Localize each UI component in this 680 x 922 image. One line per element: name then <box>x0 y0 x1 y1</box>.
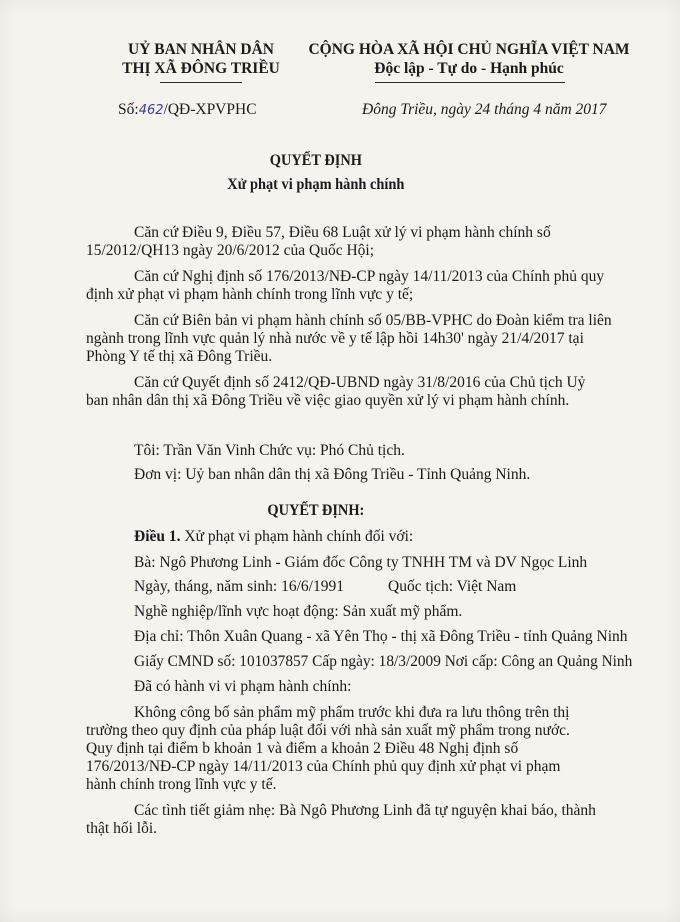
preamble-2-line-2: định xử phạt vi phạm hành chính trong lĩnh vực y tế; <box>86 286 414 303</box>
preamble-4-line-1: Căn cứ Quyết định số 2412/QĐ-UBND ngày 31/8/2016 của Chủ tịch Uỷ <box>134 374 586 391</box>
doc-number-handwritten: 462 <box>138 103 164 118</box>
motto-underline <box>375 82 565 83</box>
violation-line-3: Quy định tại điểm b khoản 1 và điểm a khoản 2 Điều 48 Nghị định số <box>86 740 519 757</box>
violation-heading: Đã có hành vi vi phạm hành chính: <box>134 678 352 695</box>
nation-motto: Độc lập - Tự do - Hạnh phúc <box>374 60 564 77</box>
preamble-2-line-1: Căn cứ Nghị định số 176/2013/NĐ-CP ngày 14/11/2013 của Chính phủ quy <box>134 268 605 285</box>
doc-number-prefix: Số: <box>118 101 139 118</box>
doc-number-suffix: /QĐ-XPVPHC <box>163 101 257 118</box>
article-1-intro <box>134 528 413 546</box>
offender-occupation: Nghề nghiệp/lĩnh vực hoạt động: Sản xuất mỹ phẩm. <box>134 603 463 620</box>
org-name-line2: THỊ XÃ ĐÔNG TRIỀU <box>122 60 280 77</box>
document-number <box>118 101 257 120</box>
offender-nationality: Quốc tịch: Việt Nam <box>388 578 517 595</box>
violation-line-4: 176/2013/NĐ-CP ngày 14/11/2013 của Chính phủ quy định xử phạt vi phạm <box>86 758 561 775</box>
offender-id-card: Giấy CMND số: 101037857 Cấp ngày: 18/3/2009 Nơi cấp: Công an Quảng Ninh <box>134 653 633 670</box>
preamble-3-line-1: Căn cứ Biên bản vi phạm hành chính số 05/BB-VPHC do Đoàn kiểm tra liên <box>134 312 612 329</box>
article-1-label: Điều 1. <box>134 528 181 545</box>
offender-dob: Ngày, tháng, năm sinh: 16/6/1991 <box>134 578 344 595</box>
issuer-name: Tôi: Trần Văn Vinh Chức vụ: Phó Chủ tịch. <box>134 442 405 459</box>
violation-line-2: trường theo quy định của pháp luật đối với nhà sản xuất mỹ phẩm trong nước. <box>86 722 570 739</box>
org-name-line1: UỶ BAN NHÂN DÂN <box>128 41 274 58</box>
decision-heading: QUYẾT ĐỊNH: <box>267 502 365 519</box>
preamble-4-line-2: ban nhân dân thị xã Đông Triều về việc giao quyền xử lý vi phạm hành chính. <box>86 392 570 409</box>
preamble-3-line-3: Phòng Y tế thị xã Đông Triều. <box>86 348 273 365</box>
preamble-1-line-1: Căn cứ Điều 9, Điều 57, Điều 68 Luật xử lý vi phạm hành chính số <box>134 224 551 241</box>
preamble-3-line-2: ngành trong lĩnh vực quản lý nhà nước về y tế lập hồi 14h30' ngày 21/4/2017 tại <box>86 330 584 347</box>
document-title: QUYẾT ĐỊNH <box>269 152 362 169</box>
offender-person: Bà: Ngô Phương Linh - Giám đốc Công ty TNHH TM và DV Ngọc Linh <box>134 554 588 571</box>
offender-address: Địa chỉ: Thôn Xuân Quang - xã Yên Thọ - thị xã Đông Triều - tỉnh Quảng Ninh <box>134 628 628 645</box>
preamble-1-line-2: 15/2012/QH13 ngày 20/6/2012 của Quốc Hội; <box>86 242 375 259</box>
place-date: Đông Triều, ngày 24 tháng 4 năm 2017 <box>362 101 607 118</box>
article-1-text: Xử phạt vi phạm hành chính đối với: <box>180 528 414 545</box>
violation-line-1: Không công bố sản phẩm mỹ phẩm trước khi đưa ra lưu thông trên thị <box>134 704 570 721</box>
document-subtitle: Xử phạt vi phạm hành chính <box>227 176 405 193</box>
nation-name: CỘNG HÒA XÃ HỘI CHỦ NGHĨA VIỆT NAM <box>308 41 630 58</box>
violation-line-5: hành chính trong lĩnh vực y tế. <box>86 776 277 793</box>
org-underline <box>160 82 242 83</box>
mitigating-line-2: thật hối lỗi. <box>86 820 158 837</box>
issuer-unit: Đơn vị: Uỷ ban nhân dân thị xã Đông Triều - Tỉnh Quảng Ninh. <box>134 466 531 483</box>
mitigating-line-1: Các tình tiết giảm nhẹ: Bà Ngô Phương Linh đã tự nguyện khai báo, thành <box>134 802 596 819</box>
